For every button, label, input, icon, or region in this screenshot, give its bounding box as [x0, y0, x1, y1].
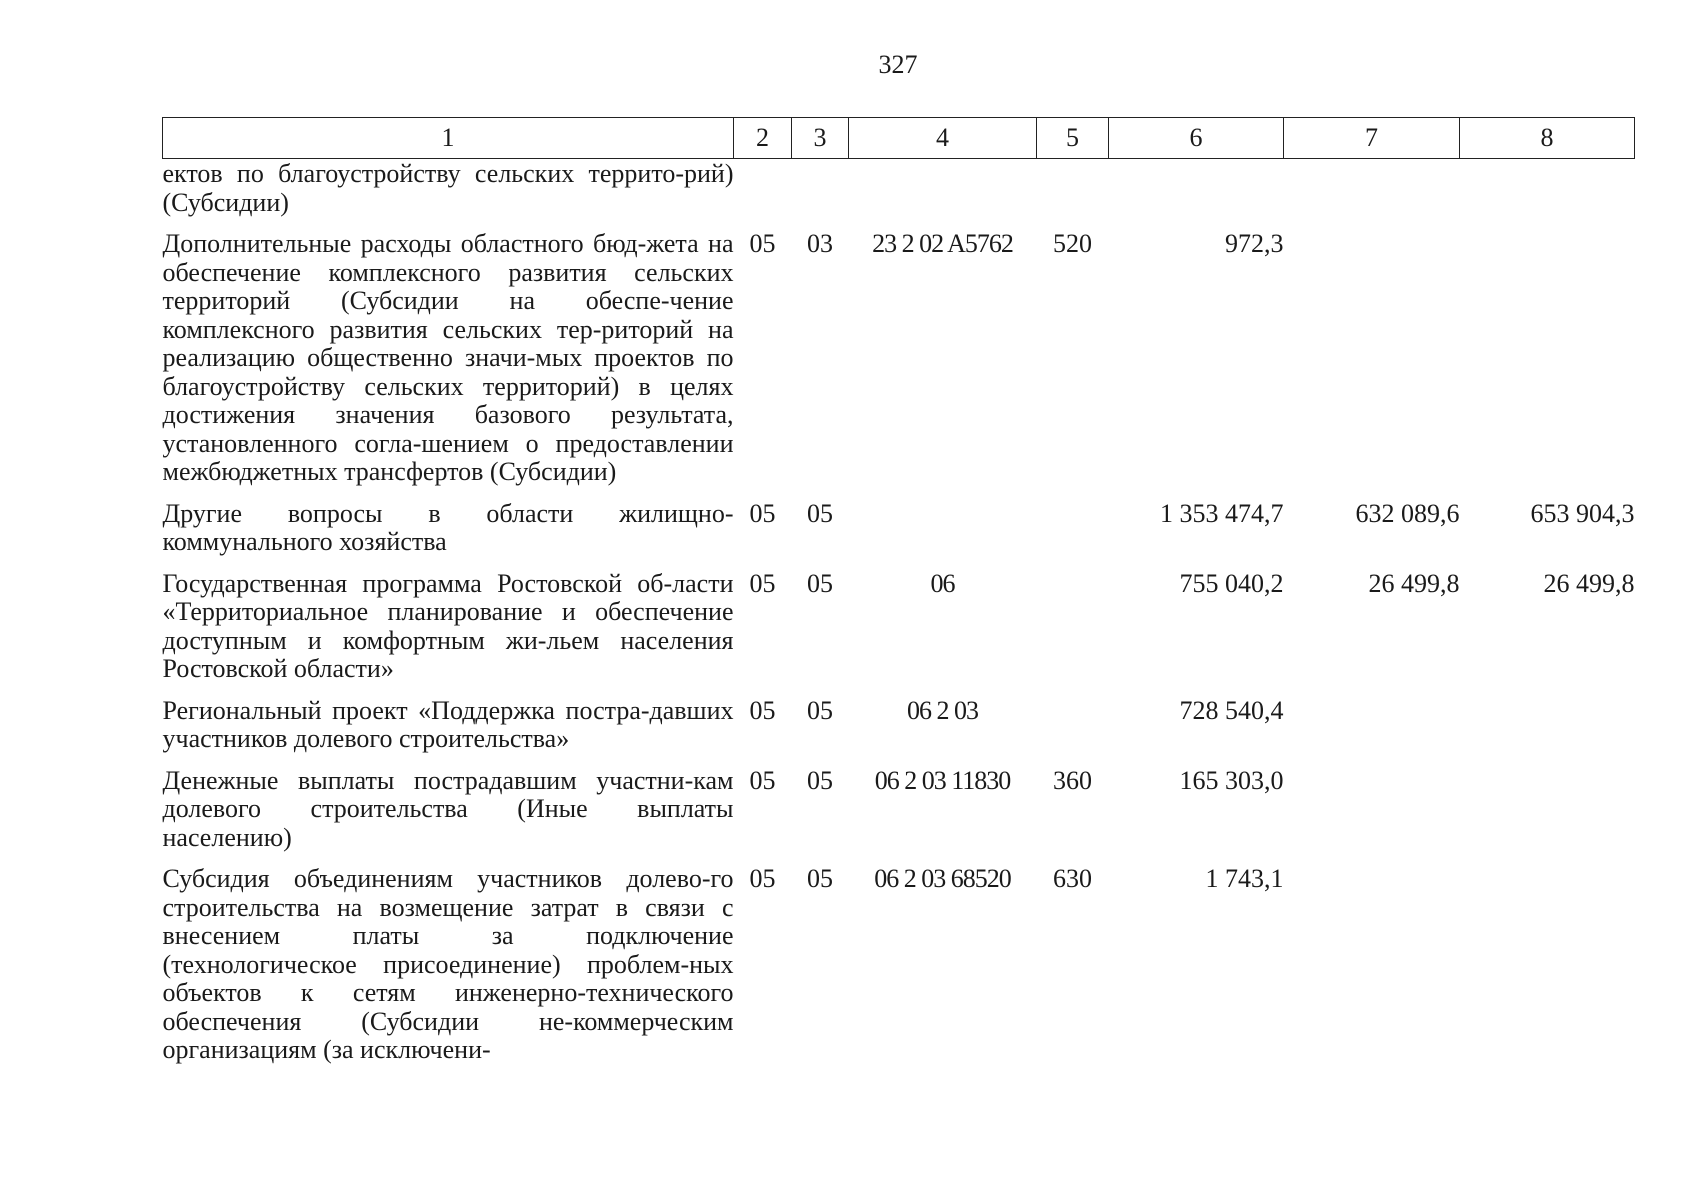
row-value-6: 972,3: [1225, 229, 1284, 258]
row-name: Дополнительные расходы областного бюд-жета на обеспечение комплексного развития сельских территорий (Субсидии на обеспе-чение комплексного развития сельских тер-риторий на реализацию общественно значи-мых проектов по благоустройству сельских территорий) в целях достижения значения базового результата, установленного согла-шением о предоставлении межбюджетных трансфертов (Субсидии): [162, 229, 734, 486]
row-section: 05: [749, 864, 776, 893]
page-number: 327: [878, 50, 918, 79]
row-target-article: 06 2 03: [907, 695, 978, 725]
table-row: [163, 852, 1635, 1065]
row-expense-type: 360: [1053, 765, 1092, 795]
row-value-8: [1460, 159, 1635, 218]
table-row: [163, 159, 1635, 218]
header-row: [163, 118, 1635, 159]
row-subsection: 05: [807, 498, 833, 528]
table-row: [163, 684, 1635, 754]
table-row: [163, 754, 1635, 853]
header-cell: 1: [163, 118, 734, 159]
row-expense-type: [1037, 684, 1109, 754]
header-cell: 2: [734, 118, 792, 159]
row-value-7: [1284, 159, 1460, 218]
header-cell: 5: [1037, 118, 1109, 159]
row-section: 05: [749, 765, 776, 795]
row-target-article: 23 2 02 A5762: [872, 229, 1013, 258]
row-value-8: [1460, 217, 1635, 487]
row-value-7: [1284, 852, 1460, 1065]
row-value-6: 755 040,2: [1179, 568, 1284, 598]
row-expense-type: [1037, 487, 1109, 557]
row-value-7: 632 089,6: [1355, 498, 1460, 528]
row-value-6: 728 540,4: [1179, 695, 1284, 725]
table-row: [163, 487, 1635, 557]
row-name: Государственная программа Ростовской об-ласти «Территориальное планирование и обеспечение доступным и комфортным жи-льем населения Ростовской области»: [162, 568, 734, 683]
row-expense-type: [1037, 159, 1109, 218]
table-row: [163, 557, 1635, 684]
row-name: Региональный проект «Поддержка постра-давших участников долевого строительства»: [162, 695, 734, 753]
row-subsection: 05: [807, 695, 833, 725]
row-name: ектов по благоустройству сельских террито-рий) (Субсидии): [162, 159, 734, 217]
row-subsection: 05: [807, 864, 833, 893]
row-name: Денежные выплаты пострадавшим участни-кам долевого строительства (Иные выплаты населению): [162, 765, 734, 852]
row-value-7: [1284, 217, 1460, 487]
row-target-article: 06 2 03 11830: [874, 765, 1011, 795]
row-section: 05: [749, 568, 776, 598]
row-subsection: 05: [807, 765, 833, 795]
row-target-article: [849, 159, 1037, 218]
row-target-article: 06 2 03 68520: [874, 864, 1011, 893]
row-subsection: 05: [807, 568, 833, 598]
header-cell: 6: [1109, 118, 1284, 159]
row-value-8: 653 904,3: [1530, 498, 1635, 528]
header-cell: 4: [849, 118, 1037, 159]
row-section: [734, 159, 792, 218]
row-value-7: [1284, 684, 1460, 754]
row-value-6: [1109, 159, 1284, 218]
row-value-8: 26 499,8: [1543, 568, 1635, 598]
header-cell: 3: [792, 118, 849, 159]
row-expense-type: 630: [1053, 864, 1092, 893]
row-value-8: [1460, 754, 1635, 853]
row-value-8: [1460, 684, 1635, 754]
row-value-8: [1460, 852, 1635, 1065]
row-subsection: [792, 159, 849, 218]
header-cell: 8: [1460, 118, 1635, 159]
row-expense-type: 520: [1053, 229, 1092, 258]
row-value-6: 165 303,0: [1179, 765, 1284, 795]
row-value-7: [1284, 754, 1460, 853]
row-value-6: 1 743,1: [1205, 864, 1284, 893]
header-cell: 7: [1284, 118, 1460, 159]
budget-table: [162, 117, 1635, 1065]
row-subsection: 03: [807, 229, 833, 258]
table-row: [163, 217, 1635, 487]
row-target-article: [849, 487, 1037, 557]
row-name: Субсидия объединениям участников долево-го строительства на возмещение затрат в связи с внесением платы за подключение (технологическое присоединение) проблем-ных объектов к сетям инженерно-технического обеспечения (Субсидии не-коммерческим организациям (за исключени-: [162, 864, 734, 1064]
row-section: 05: [749, 229, 776, 258]
row-value-7: 26 499,8: [1368, 568, 1460, 598]
row-section: 05: [749, 498, 776, 528]
row-target-article: 06: [930, 568, 955, 598]
row-value-6: 1 353 474,7: [1160, 498, 1284, 528]
row-expense-type: [1037, 557, 1109, 684]
row-name: Другие вопросы в области жилищно-коммунального хозяйства: [162, 498, 734, 556]
row-section: 05: [749, 695, 776, 725]
